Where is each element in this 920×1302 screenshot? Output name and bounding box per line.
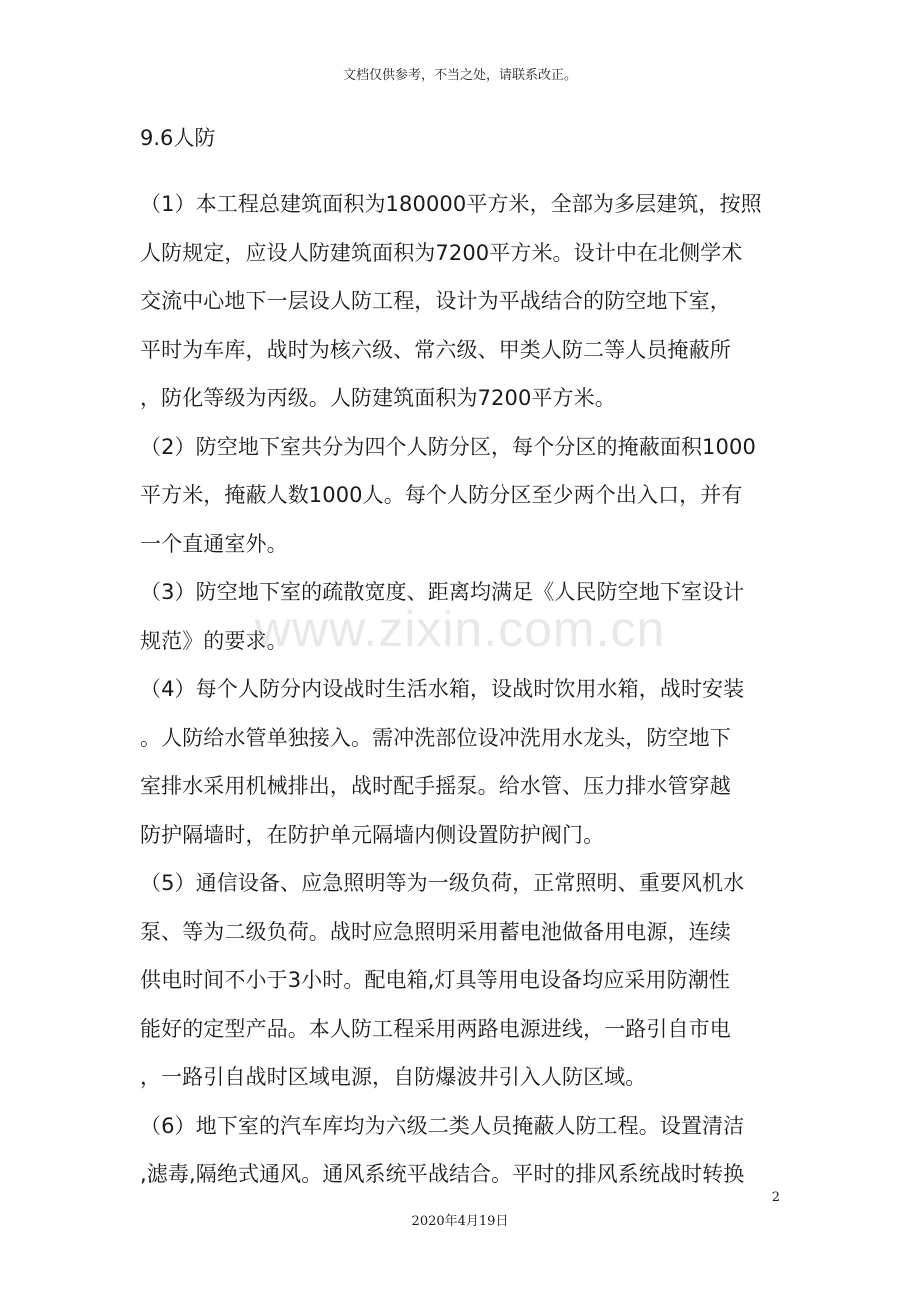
text-line: 一个直通室外。	[140, 531, 288, 556]
text-line: 能好的定型产品。本人防工程采用两路电源进线，一路引自市电	[140, 1016, 731, 1041]
text-line: 。人防给水管单独接入。需冲洗部位设冲洗用水龙头，防空地下	[140, 725, 731, 750]
body-text	[140, 180, 785, 1199]
text-line: （3）防空地下室的疏散宽度、距离均满足《人民防空地下室设计	[140, 580, 745, 604]
watermark: www.zixin.com.cn	[254, 601, 666, 657]
text-line: 平方米，掩蔽人数1000人。每个人防分区至少两个出入口，并有	[140, 483, 743, 507]
text-line: 防护隔墙时，在防护单元隔墙内侧设置防护阀门。	[140, 822, 605, 847]
text-line: ，防化等级为丙级。人防建筑面积为7200平方米。	[140, 386, 616, 410]
text-line: （1）本工程总建筑面积为180000平方米，全部为多层建筑，按照	[140, 192, 762, 216]
text-line: 交流中心地下一层设人防工程，设计为平战结合的防空地下室，	[140, 289, 731, 313]
page-number: 2	[771, 1190, 780, 1205]
footer-date: 2020年4月19日	[411, 1214, 509, 1229]
text-line: 供电时间不小于3小时。配电箱,灯具等用电设备均应采用防潮性	[140, 968, 730, 992]
header-disclaimer: 文档仅供参考，不当之处，请联系改正。	[342, 68, 577, 83]
text-line: 室排水采用机械排出，战时配手摇泵。给水管、压力排水管穿越	[140, 774, 731, 798]
text-line: （6）地下室的汽车库均为六级二类人员掩蔽人防工程。设置清洁	[140, 1113, 745, 1138]
text-line: 平时为车库，战时为核六级、常六级、甲类人防二等人员掩蔽所	[140, 337, 731, 362]
text-line: （2）防空地下室共分为四个人防分区，每个分区的掩蔽面积1000	[140, 434, 756, 459]
text-line: 规范》的要求。	[140, 628, 288, 653]
section-title: 9.6人防	[140, 126, 216, 150]
text-line: 泵、等为二级负荷。战时应急照明采用蓄电池做备用电源，连续	[140, 919, 731, 944]
text-line: （5）通信设备、应急照明等为一级负荷，正常照明、重要风机水	[140, 871, 745, 895]
text-line: 人防规定，应设人防建筑面积为7200平方米。设计中在北侧学术	[140, 240, 743, 265]
text-line: （4）每个人防分内设战时生活水箱，设战时饮用水箱，战时安装	[140, 677, 745, 701]
text-line: ,滤毒,隔绝式通风。通风系统平战结合。平时的排风系统战时转换	[140, 1162, 745, 1186]
text-line: ，一路引自战时区域电源，自防爆波井引入人防区域。	[140, 1065, 647, 1089]
